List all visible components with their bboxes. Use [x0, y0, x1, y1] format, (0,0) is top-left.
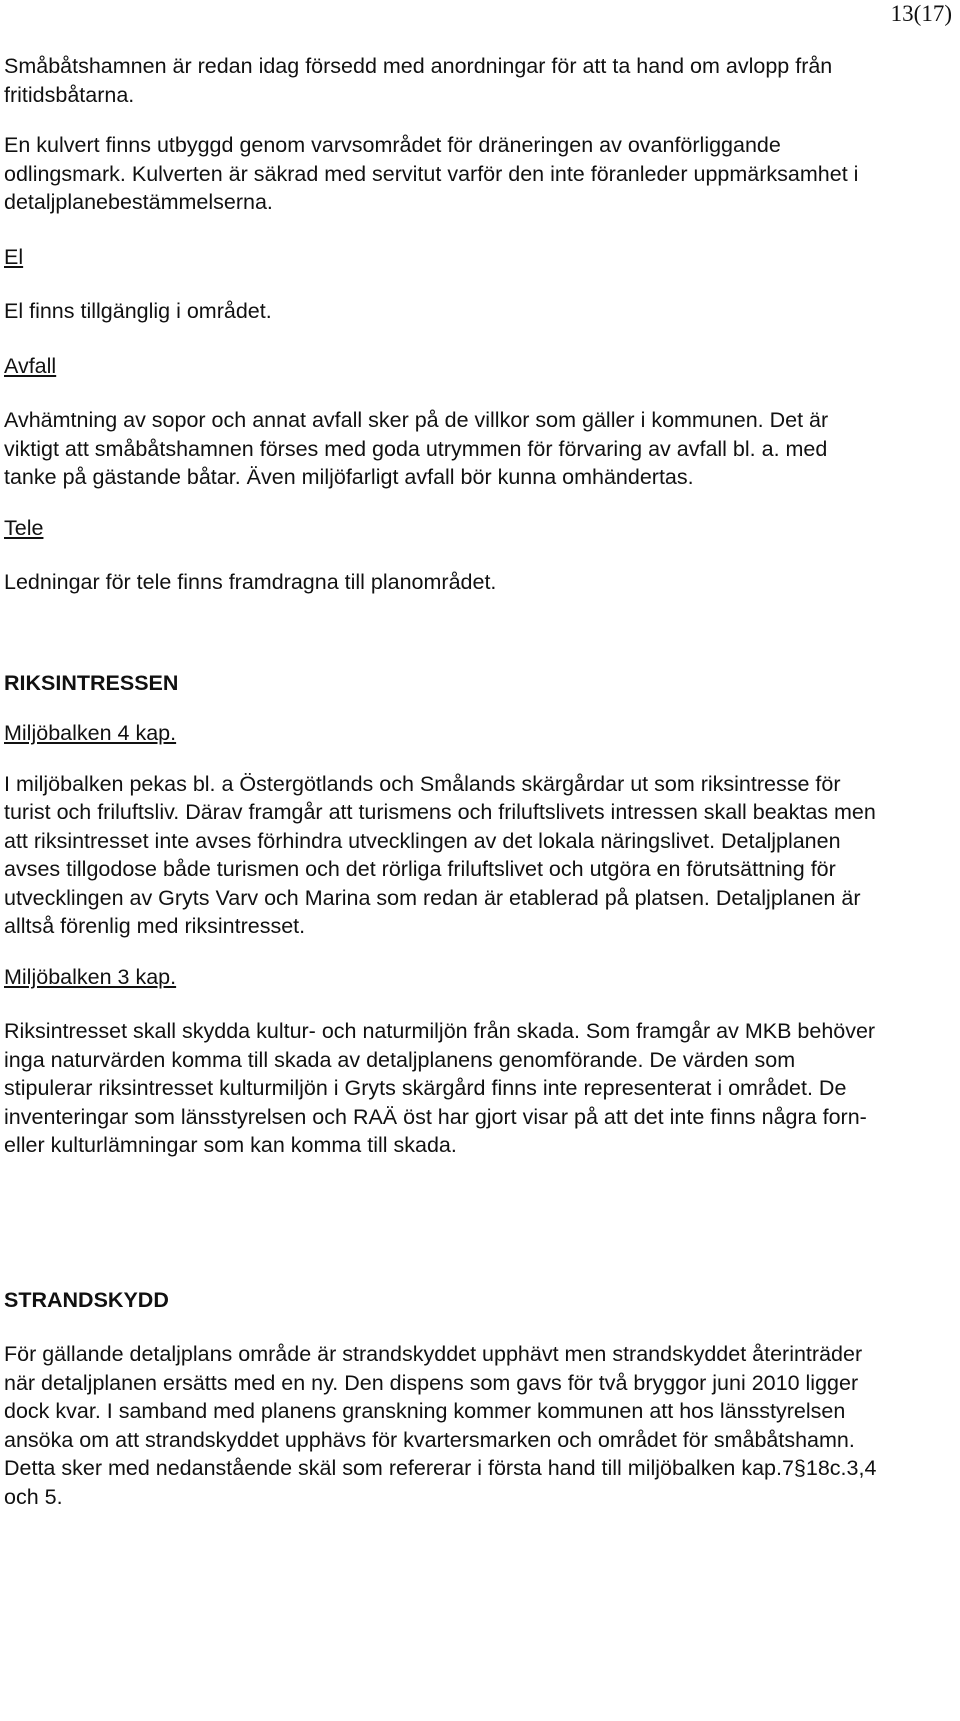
document-body — [4, 52, 884, 1511]
heading-strandskydd: STRANDSKYDD — [4, 1287, 169, 1312]
paragraph-strandskydd: För gällande detaljplans område är strandskyddet upphävt men strandskyddet återinträder när detaljplanen ersätts med en ny. Den dispens som gavs för två bryggor juni 2010 ligger dock kvar. I samband med planens granskning kommer kommunen att hos länsstyrelsen ansöka om att strandskyddet upphävs för kvartersmarken och området för småbåtshamn. Detta sker med nedanstående skäl som refererar i första hand till miljöbalken kap.7§18c.3,4 och 5. — [4, 1342, 877, 1509]
heading-avfall: Avfall — [4, 353, 57, 378]
heading-miljobalken-4: Miljöbalken 4 kap. — [4, 721, 177, 745]
paragraph-miljobalken-3: Riksintresset skall skydda kultur- och naturmiljön från skada. Som framgår av MKB behöver inga naturvärden komma till skada av detaljplanens genomförande. De värden som stipulerar riksintresset kulturmiljön i Gryts skärgård finns inte representerat i området. De inventeringar som länsstyrelsen och RAÄ öst har gjort visar på att det inte finns några forn-eller kulturlämningar som kan komma till skada. — [4, 1019, 876, 1157]
heading-miljobalken-3: Miljöbalken 3 kap. — [4, 964, 177, 989]
heading-el: El — [4, 244, 24, 269]
heading-tele: Tele — [4, 515, 44, 540]
paragraph-avfall: Avhämtning av sopor och annat avfall sker på de villkor som gäller i kommunen. Det är viktigt att småbåtshamnen förses med goda utrymmen för förvaring av avfall bl. a. med tanke på gästande båtar. Även miljöfarligt avfall bör kunna omhändertas. — [4, 408, 829, 489]
paragraph-kulvert: En kulvert finns utbyggd genom varvsområdet för dräneringen av ovanförliggande odlingsmark. Kulverten är säkrad med servitut varför den inte föranleder uppmärksamhet i detaljplanebestämmelserna. — [4, 133, 859, 214]
paragraph-avlopp: Småbåtshamnen är redan idag försedd med anordningar för att ta hand om avlopp från fritidsbåtarna. — [4, 54, 833, 107]
heading-riksintressen: RIKSINTRESSEN — [4, 670, 179, 695]
paragraph-miljobalken-4: I miljöbalken pekas bl. a Östergötlands och Smålands skärgårdar ut som riksintresse för turist och friluftsliv. Därav framgår att turismens och friluftslivets intressen skall beaktas men att riksintresset inte avses förhindra utvecklingen av det lokala näringslivet. Detaljplanen avses tillgodose både turismen och det rörliga friluftslivet och utgöra en förutsättning för utvecklingen av Gryts Varv och Marina som redan är etablerad på platsen. Detaljplanen är alltså förenlig med riksintresset. — [4, 771, 876, 938]
paragraph-tele: Ledningar för tele finns framdragna till planområdet. — [4, 570, 497, 594]
paragraph-el: El finns tillgänglig i området. — [4, 299, 272, 323]
page-number: 13(17) — [890, 1, 952, 26]
